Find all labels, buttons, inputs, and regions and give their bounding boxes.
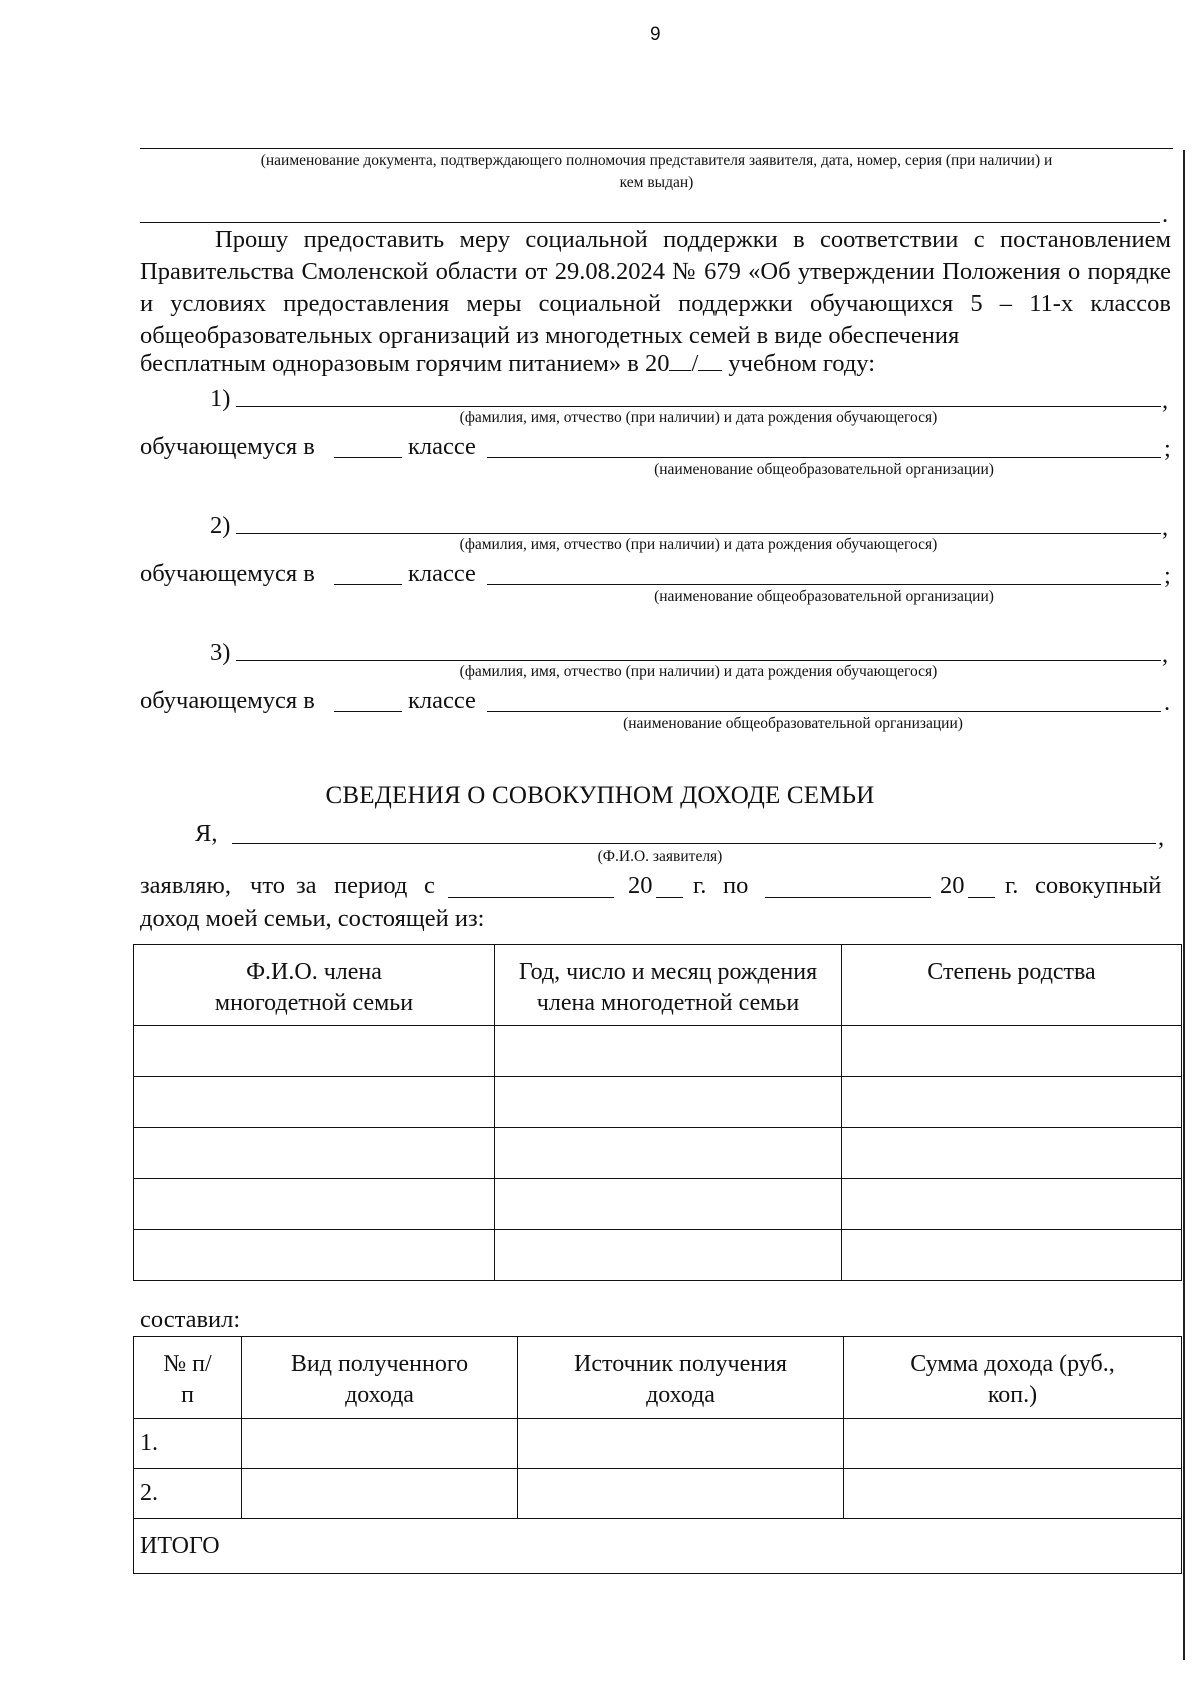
family-cell[interactable] xyxy=(134,1230,495,1281)
representative-doc-line-2[interactable] xyxy=(140,222,1160,223)
student-1-org-caption: (наименование общеобразовательной организации) xyxy=(654,461,994,478)
student-3-caption: (фамилия, имя, отчество (при наличии) и дата рождения обучающегося) xyxy=(459,663,938,680)
student-2-number: 2) xyxy=(210,512,231,539)
family-cell[interactable] xyxy=(842,1230,1182,1281)
applicant-name-field[interactable] xyxy=(232,843,1156,844)
student-2-caption: (фамилия, имя, отчество (при наличии) и дата рождения обучающегося) xyxy=(459,536,938,553)
student-2-org-caption: (наименование общеобразовательной организации) xyxy=(654,588,994,605)
student-1-class-field[interactable] xyxy=(334,457,402,458)
income-header-source: Источник получения дохода xyxy=(518,1337,844,1419)
family-cell[interactable] xyxy=(842,1077,1182,1128)
income-row-number: 1. xyxy=(134,1419,242,1469)
table-row xyxy=(134,1128,1182,1179)
student-3-class-field[interactable] xyxy=(334,711,402,712)
family-cell[interactable] xyxy=(134,1026,495,1077)
family-cell[interactable] xyxy=(495,1026,842,1077)
period-to-field[interactable] xyxy=(765,897,931,898)
student-1-name-field[interactable] xyxy=(236,406,1161,407)
student-1-class-row: обучающемуся в xyxy=(140,433,315,460)
student-2-class-field[interactable] xyxy=(334,584,402,585)
student-3-class-row: обучающемуся в xyxy=(140,687,315,714)
student-1-number: 1) xyxy=(210,385,231,412)
representative-caption-line2: кем выдан) xyxy=(619,174,694,191)
income-header-amount: Сумма дохода (руб., коп.) xyxy=(844,1337,1182,1419)
family-cell[interactable] xyxy=(495,1230,842,1281)
student-2-class-row: обучающемуся в xyxy=(140,560,315,587)
request-last-line: бесплатным одноразовым горячим питанием» в 20 / учебном году: xyxy=(140,350,876,377)
table-row xyxy=(134,1026,1182,1077)
table-row xyxy=(134,1077,1182,1128)
family-header-birth: Год, число и месяц рождения члена многодетной семьи xyxy=(495,945,842,1026)
period-to-year-field[interactable] xyxy=(968,897,995,898)
income-total-row xyxy=(134,1519,1182,1574)
declare-line-2: доход моей семьи, состоящей из: xyxy=(140,905,485,932)
table-row xyxy=(134,1469,1182,1519)
income-cell[interactable] xyxy=(242,1469,518,1519)
representative-doc-line[interactable] xyxy=(140,148,1173,149)
income-cell[interactable] xyxy=(518,1469,844,1519)
request-line-2: Правительства Смоленской области от 29.08.2024 № 679 «Об утверждении Положения о xyxy=(140,258,1081,285)
composed-label: составил: xyxy=(140,1306,241,1333)
income-header-type: Вид полученного дохода xyxy=(242,1337,518,1419)
income-cell[interactable] xyxy=(242,1419,518,1469)
student-1-org-field[interactable] xyxy=(487,457,1161,458)
family-cell[interactable] xyxy=(842,1179,1182,1230)
student-3-name-field[interactable] xyxy=(236,660,1161,661)
student-2-org-field[interactable] xyxy=(487,584,1161,585)
family-cell[interactable] xyxy=(842,1026,1182,1077)
family-cell[interactable] xyxy=(134,1179,495,1230)
form-page: 9 (наименование документа, подтверждающего полномочия представителя заявителя, дата, номер, серия (при наличии) и кем выдан) . Прошу предоставить меру социальной поддержки в соответствии с постановлением Правительства Смоленской области от 29.08.2024 № 679 «Об утверждении Положения о порядке и условиях предоставления меры социальной поддержки обучающихся 5 – 11-х классов общеобразовательных организаций из многодетных семей в виде обеспечения бесплатным одноразовым горячим питанием» в 20 / учебном году: 1) , (фамилия, имя, отчество (при наличии) и дата рождения обучающегося) обучающемуся в классе ; (наименование общеобразовательной организации) 2) , (фамилия, имя, отчество (при наличии) и дата рождения обучающегося) обучающемуся в классе ; (наименование общеобразовательной организации) 3) , (фамилия, имя, отчество (при наличии) и дата рождения обучающегося) обучающемуся в классе . (наименование общеобразовательной организации) СВЕДЕНИЯ О СОВОКУПНОМ ДОХОДЕ СЕМЬИ Я, , (Ф.И.О. заявителя) заявляю, что за период с 20 г. по 20 г. совокупный доход моей семьи, состоящей из: Ф.И.О. члена многодетной семьи Год, число и месяц рождения члена многодетной семьи Степень родства составил: № п/п Вид полученного дохода Источник получения дохода Сумма дохода (руб., коп.) 1. 2. ИТОГО xyxy=(0,0,1200,1705)
table-row xyxy=(134,1230,1182,1281)
family-cell[interactable] xyxy=(495,1128,842,1179)
student-1-caption: (фамилия, имя, отчество (при наличии) и дата рождения обучающегося) xyxy=(459,409,938,426)
representative-caption-line1: (наименование документа, подтверждающего полномочия представителя заявителя, дата, номер, серия (при наличии) и xyxy=(260,152,1053,169)
family-cell[interactable] xyxy=(134,1128,495,1179)
family-cell[interactable] xyxy=(134,1077,495,1128)
income-header-number: № п/п xyxy=(134,1337,242,1419)
student-2-name-field[interactable] xyxy=(236,533,1161,534)
income-row-number: 2. xyxy=(134,1469,242,1519)
request-line-1: Прошу предоставить меру социальной поддержки в соответствии с постановлением xyxy=(215,226,1171,253)
income-cell[interactable] xyxy=(844,1469,1182,1519)
family-members-table xyxy=(133,944,1182,1281)
period-from-field[interactable] xyxy=(448,897,614,898)
income-cell[interactable] xyxy=(844,1419,1182,1469)
family-header-relation: Степень родства xyxy=(842,945,1182,1026)
table-row xyxy=(134,1419,1182,1469)
family-cell[interactable] xyxy=(495,1077,842,1128)
student-3-org-field[interactable] xyxy=(487,711,1161,712)
table-row xyxy=(134,1179,1182,1230)
student-3-org-caption: (наименование общеобразовательной организации) xyxy=(623,715,963,732)
income-total-label: ИТОГО xyxy=(134,1519,1182,1574)
family-cell[interactable] xyxy=(842,1128,1182,1179)
year-blank-2[interactable] xyxy=(698,352,722,371)
student-3-number: 3) xyxy=(210,639,231,666)
page-edge-rule xyxy=(1183,150,1185,1660)
income-heading: СВЕДЕНИЯ О СОВОКУПНОМ ДОХОДЕ СЕМЬИ xyxy=(325,782,875,809)
request-line-4: классов общеобразовательных организаций из многодетных семей в виде обеспечения xyxy=(140,290,1171,349)
i-label: Я, xyxy=(195,820,218,847)
request-line-3: порядке и условиях предоставления меры социальной поддержки обучающихся 5 – 11-х xyxy=(140,258,1172,317)
period-from-year-field[interactable] xyxy=(656,897,683,898)
year-blank-1[interactable] xyxy=(669,352,691,371)
request-paragraph xyxy=(140,224,1171,352)
income-cell[interactable] xyxy=(518,1419,844,1469)
page-number: 9 xyxy=(650,24,661,45)
family-cell[interactable] xyxy=(495,1179,842,1230)
family-header-name: Ф.И.О. члена многодетной семьи xyxy=(134,945,495,1026)
income-table xyxy=(133,1336,1182,1574)
applicant-caption: (Ф.И.О. заявителя) xyxy=(597,848,723,865)
